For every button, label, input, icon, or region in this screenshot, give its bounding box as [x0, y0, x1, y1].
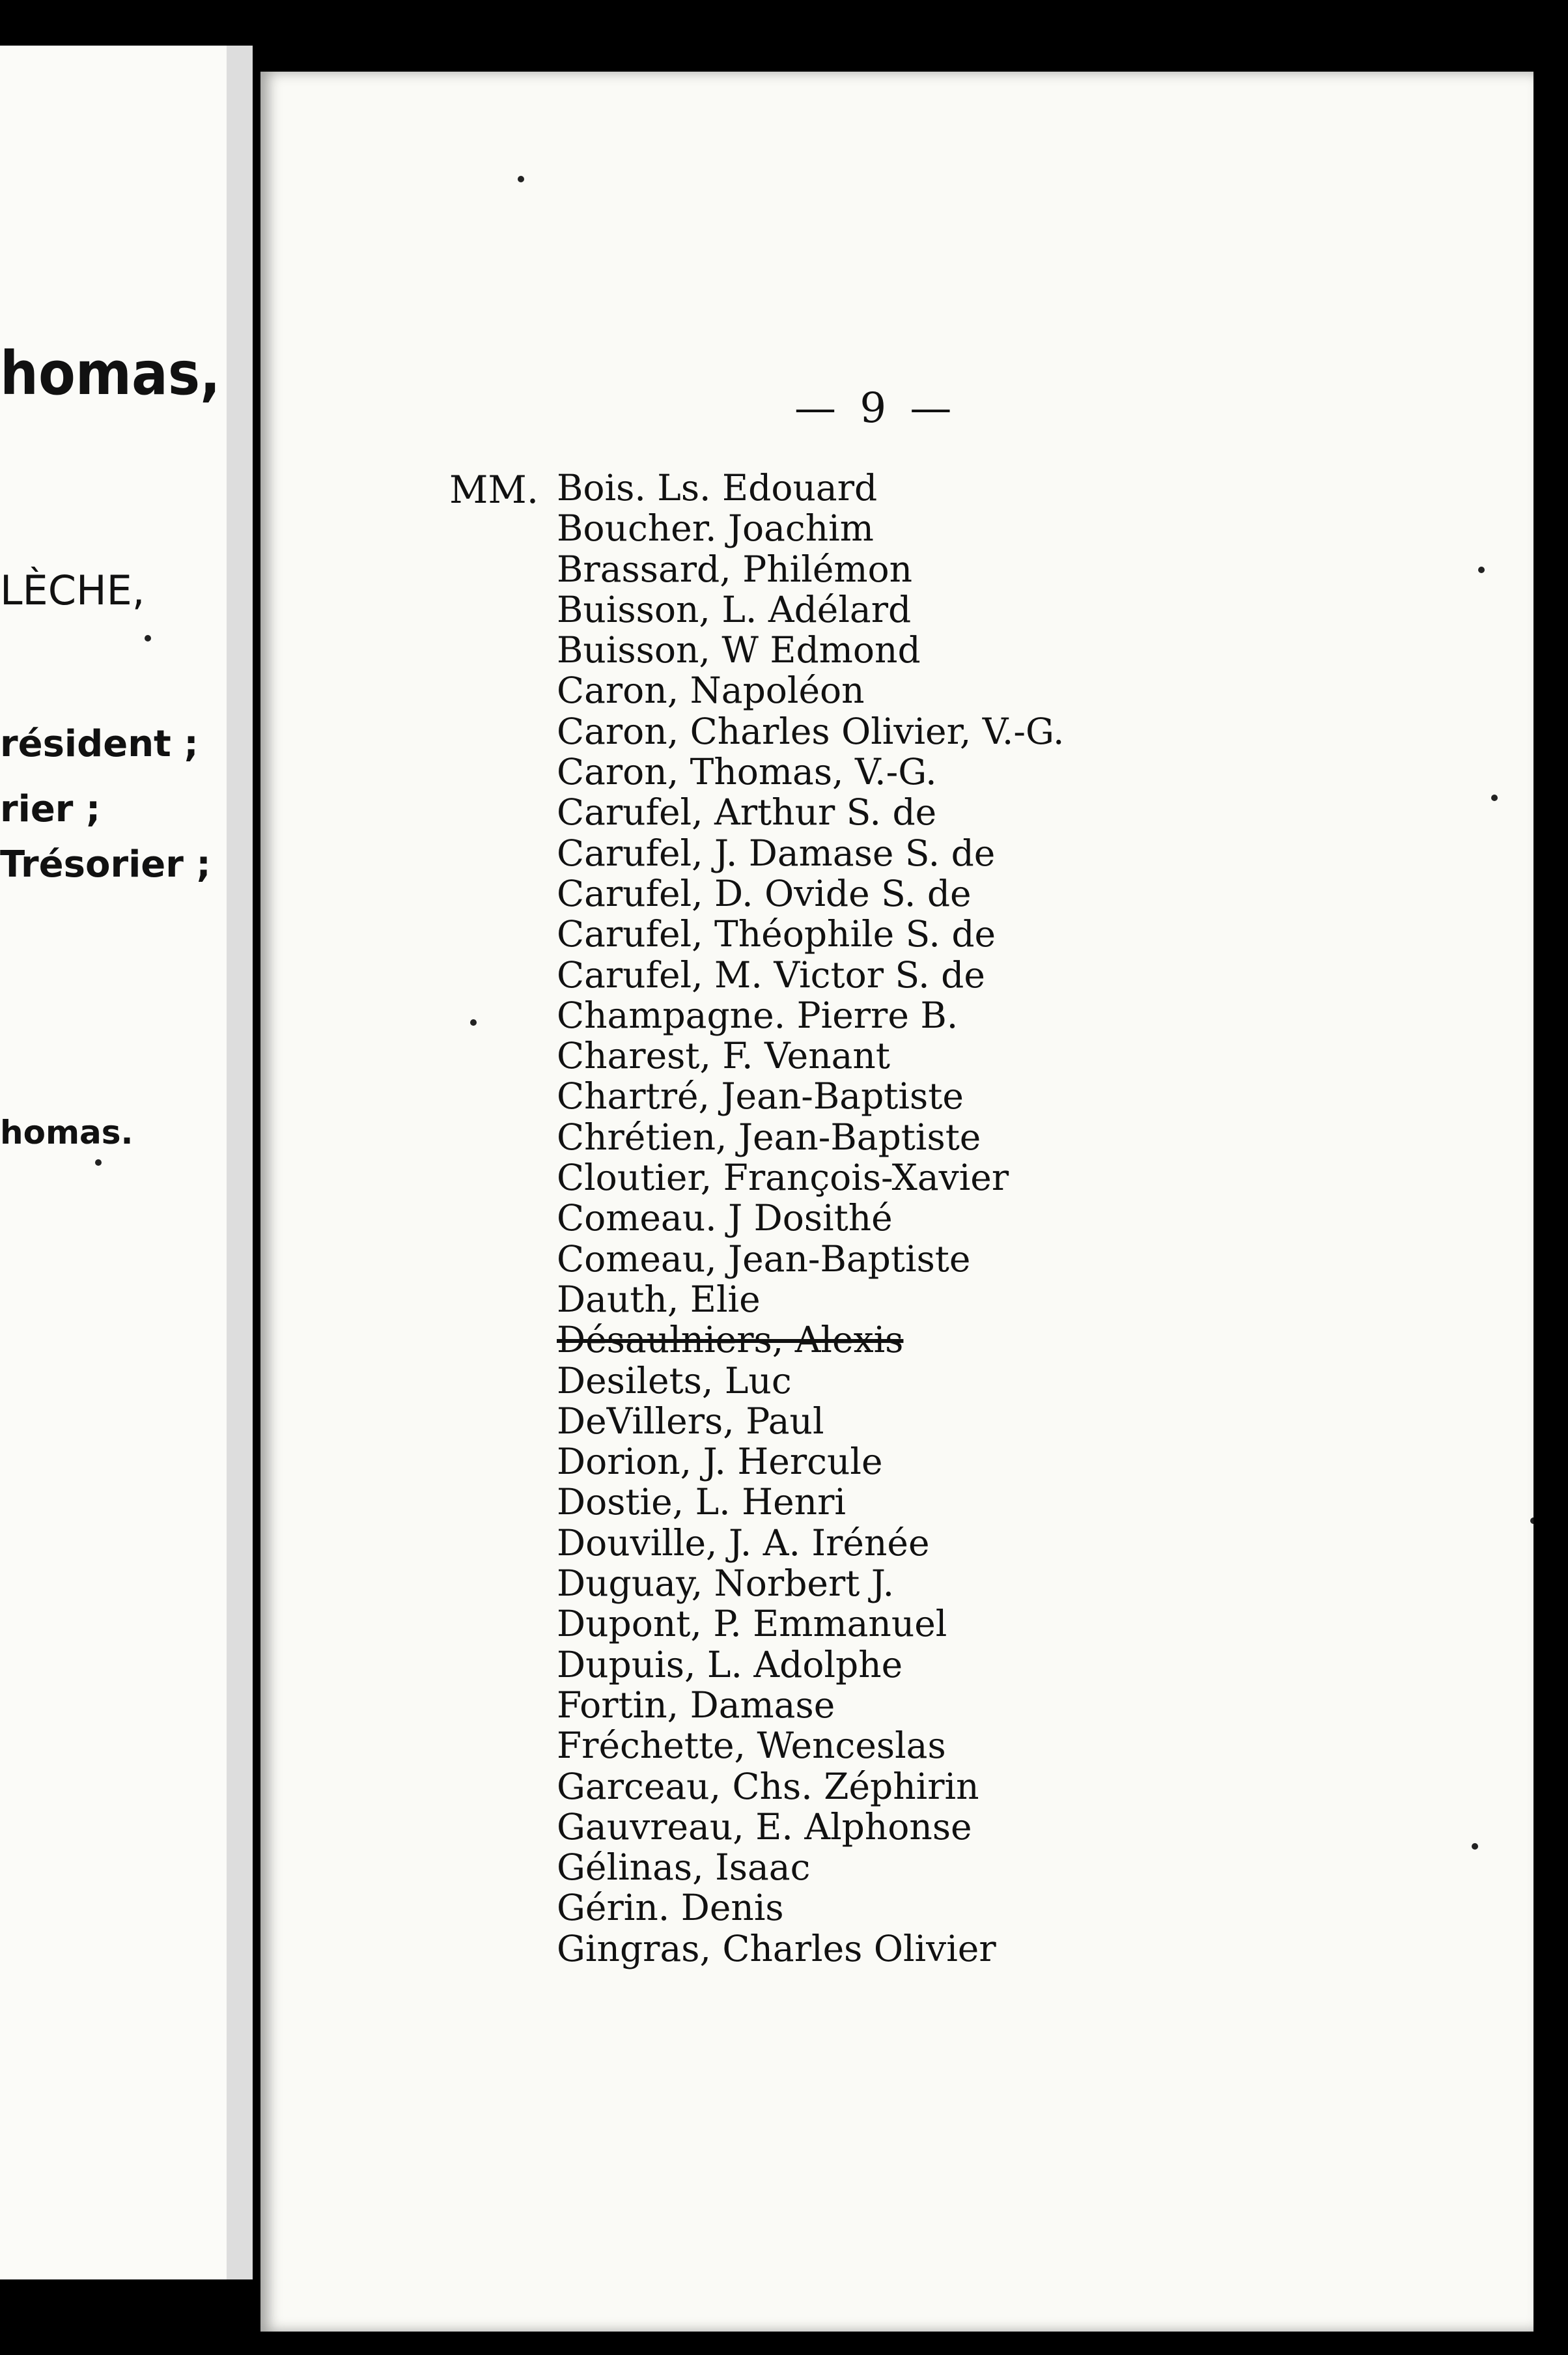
- name-entry: Fortin, Damase: [557, 1684, 835, 1726]
- name-entry: Carufel, D. Ovide S. de: [557, 872, 972, 914]
- right-page: [260, 72, 1533, 2332]
- left-page-speck: [95, 1159, 102, 1166]
- left-line-tresorier: Trésorier ;: [0, 843, 211, 886]
- name-entry: Garceau, Chs. Zéphirin: [557, 1765, 979, 1807]
- name-entry: Carufel, M. Victor S. de: [557, 953, 985, 996]
- name-entry: Dorion, J. Hercule: [557, 1441, 883, 1483]
- name-entry: Bois. Ls. Edouard: [557, 467, 878, 509]
- name-entry: Buisson, W Edmond: [557, 629, 921, 671]
- page-fold: [227, 46, 253, 2279]
- name-entry: Caron, Charles Olivier, V.-G.: [557, 710, 1065, 752]
- name-entry: Dauth, Elie: [557, 1278, 761, 1320]
- left-page-speck: [145, 635, 151, 642]
- page-speck: [1472, 1843, 1478, 1850]
- page-speck: [1491, 795, 1498, 801]
- name-entry: Fréchette, Wenceslas: [557, 1725, 946, 1767]
- page-edge: [1533, 72, 1568, 2355]
- name-entry: Cloutier, François-Xavier: [557, 1157, 1009, 1199]
- page-number: — 9 —: [794, 384, 957, 432]
- name-list: [557, 468, 1064, 1969]
- left-line-rier: rier ;: [0, 788, 101, 830]
- name-entry: Gauvreau, E. Alphonse: [557, 1805, 972, 1848]
- left-line-title: homas,: [0, 339, 221, 408]
- left-line-leche: LÈCHE,: [0, 567, 145, 614]
- name-entry: Carufel, J. Damase S. de: [557, 832, 996, 874]
- name-entry: Charest, F. Venant: [557, 1035, 890, 1077]
- page-speck: [518, 176, 524, 182]
- name-entry: Dostie, L. Henri: [557, 1481, 846, 1523]
- name-entry: Duguay, Norbert J.: [557, 1562, 895, 1605]
- name-entry: Buisson, L. Adélard: [557, 588, 912, 630]
- name-entry: Caron, Thomas, V.-G.: [557, 751, 937, 793]
- name-entry-struck: Désaulniers, Alexis: [557, 1319, 904, 1361]
- name-entry: Brassard, Philémon: [557, 548, 913, 590]
- left-line-homas: homas.: [0, 1114, 133, 1151]
- name-entry: Carufel, Arthur S. de: [557, 791, 937, 834]
- name-entry: Caron, Napoléon: [557, 670, 865, 712]
- left-line-president: résident ;: [0, 723, 199, 765]
- name-entry: Chartré, Jean-Baptiste: [557, 1075, 964, 1118]
- name-entry: Carufel, Théophile S. de: [557, 913, 996, 955]
- page-speck: [1478, 567, 1485, 573]
- name-entry: Gérin. Denis: [557, 1887, 784, 1929]
- name-entry: Comeau. J Dosithé: [557, 1197, 893, 1239]
- name-entry: Dupuis, L. Adolphe: [557, 1643, 903, 1685]
- name-entry: Boucher. Joachim: [557, 507, 874, 550]
- name-entry: Douville, J. A. Irénée: [557, 1521, 930, 1564]
- name-entry: Gélinas, Isaac: [557, 1846, 811, 1889]
- left-page-fragment: [0, 46, 241, 2279]
- name-entry: Gingras, Charles Olivier: [557, 1927, 996, 1969]
- name-entry: Champagne. Pierre B.: [557, 994, 959, 1036]
- name-entry: DeVillers, Paul: [557, 1400, 824, 1442]
- salutation: MM.: [449, 468, 539, 512]
- name-entry: Comeau, Jean-Baptiste: [557, 1237, 971, 1280]
- name-entry: Desilets, Luc: [557, 1359, 792, 1402]
- page-speck: [470, 1019, 477, 1026]
- name-entry: Chrétien, Jean-Baptiste: [557, 1116, 981, 1158]
- name-entry: Dupont, P. Emmanuel: [557, 1603, 947, 1645]
